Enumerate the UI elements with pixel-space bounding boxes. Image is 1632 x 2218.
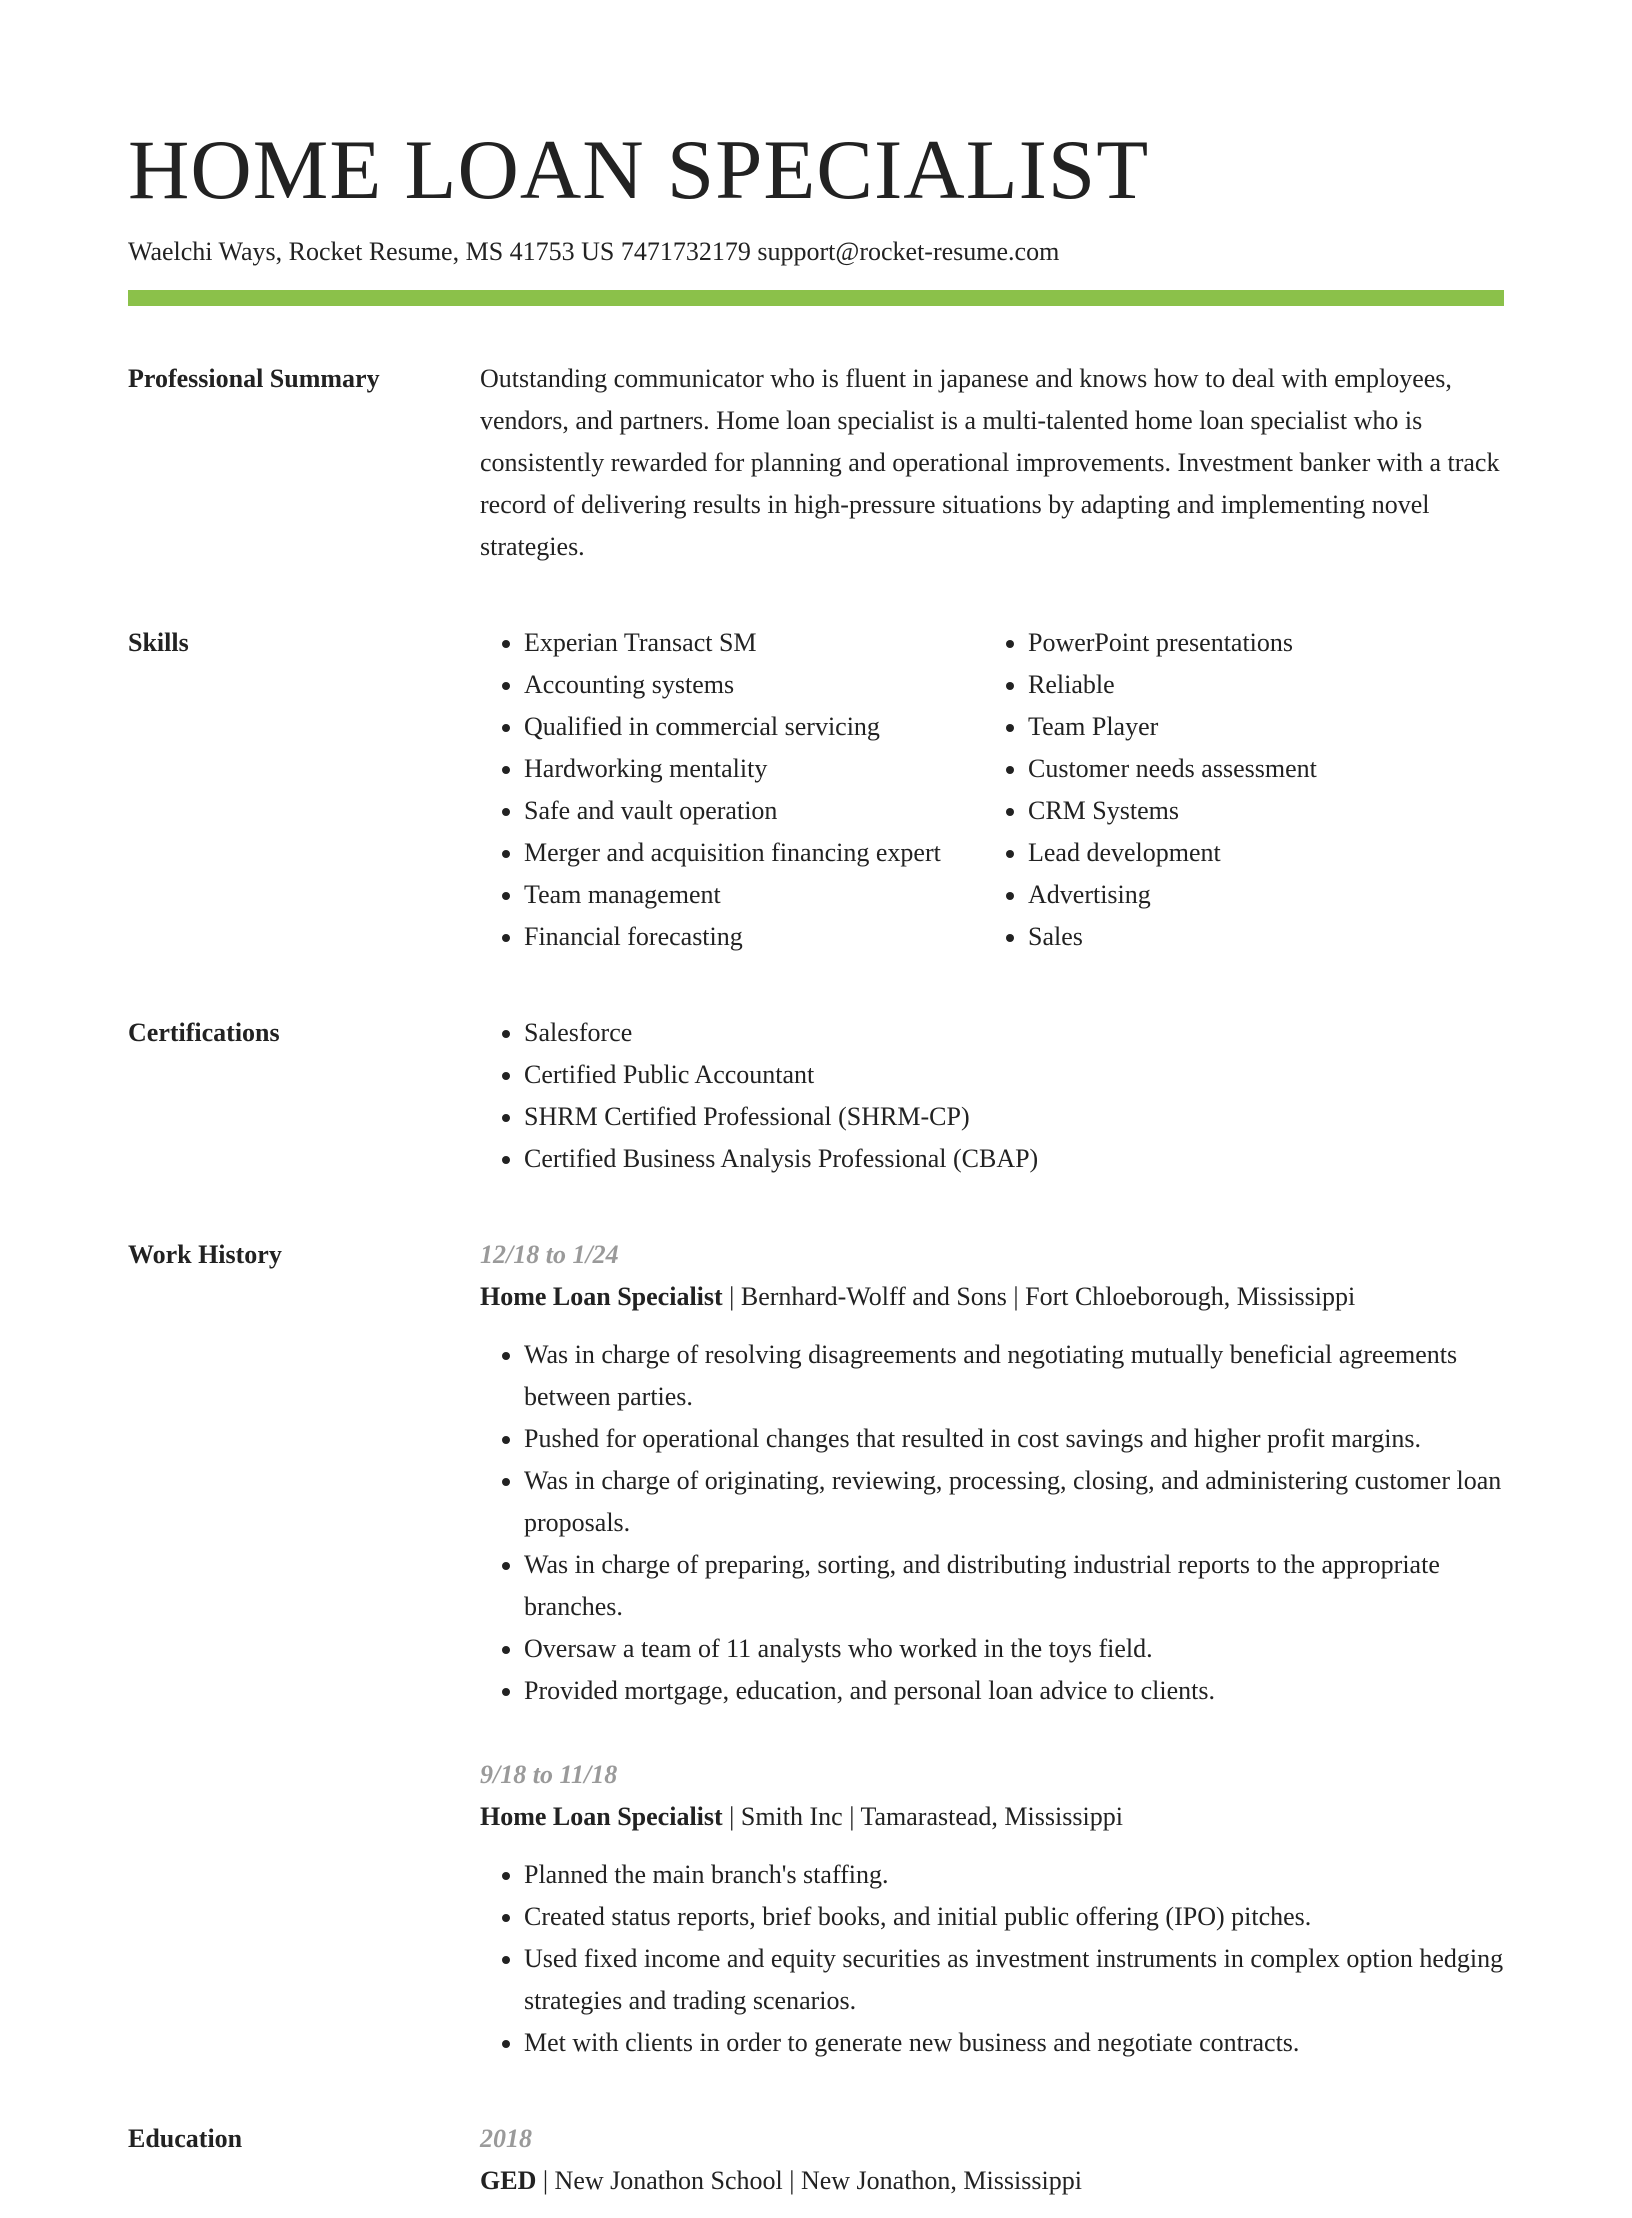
job-bullets [480,1854,1504,2064]
skills-list-right [984,622,1504,958]
job-employer-location: | Smith Inc | Tamarastead, Mississippi [722,1802,1123,1831]
job-bullet: • Used fixed income and equity securities as investment instruments in complex option hedging strategies and trading scenarios. [524,1938,1504,2022]
skill-item: • Reliable [1028,664,1504,706]
education-dates: 2018 [480,2124,532,2153]
skills-content [480,622,1504,958]
skill-item: • Qualified in commercial servicing [524,706,984,748]
work-history-content [480,1234,1504,2064]
job-title: Home Loan Specialist [480,1802,723,1831]
certifications-label: Certifications [128,1018,280,1047]
skill-item: • Team management [524,874,984,916]
contact-info: Waelchi Ways, Rocket Resume, MS 41753 US 7471732179 support@rocket-resume.com [128,237,1060,266]
skills-label: Skills [128,628,189,657]
work-history-label: Work History [128,1240,282,1269]
resume-title: HOME LOAN SPECIALIST [128,123,1150,217]
education-section [128,2118,1504,2218]
certification-item: • SHRM Certified Professional (SHRM-CP) [524,1096,1504,1138]
certifications-list [480,1012,1504,1180]
header-divider [128,290,1504,306]
job-bullet: • Was in charge of preparing, sorting, and distributing industrial reports to the appropriate branches. [524,1544,1504,1628]
skill-item: • Advertising [1028,874,1504,916]
certification-item: • Certified Business Analysis Professional (CBAP) [524,1138,1504,1180]
job-entry [480,1754,1504,2064]
job-employer-location: | Bernhard-Wolff and Sons | Fort Chloeborough, Mississippi [722,1282,1356,1311]
job-bullet: • Was in charge of originating, reviewing, processing, closing, and administering customer loan proposals. [524,1460,1504,1544]
job-bullet: • Planned the main branch's staffing. [524,1854,1504,1896]
summary-label: Professional Summary [128,364,380,393]
job-heading [480,1276,1504,1318]
job-bullet: • Created status reports, brief books, and initial public offering (IPO) pitches. [524,1896,1504,1938]
skills-list-left [480,622,984,958]
job-bullet: • Met with clients in order to generate new business and negotiate contracts. [524,2022,1504,2064]
job-entry [480,1234,1504,1712]
job-bullet: • Was in charge of resolving disagreements and negotiating mutually beneficial agreements between parties. [524,1334,1504,1418]
job-bullets [480,1334,1504,1712]
job-bullet: • Pushed for operational changes that resulted in cost savings and higher profit margins. [524,1418,1504,1460]
summary-content [480,358,1504,568]
education-label: Education [128,2124,243,2153]
job-heading [480,1796,1504,1838]
work-history-section [128,1234,1504,2064]
job-bullet: • Provided mortgage, education, and personal loan advice to clients. [524,1670,1504,1712]
skill-item: • Customer needs assessment [1028,748,1504,790]
skill-item: • Sales [1028,916,1504,958]
job-bullet: • Oversaw a team of 11 analysts who worked in the toys field. [524,1628,1504,1670]
certification-item: • Certified Public Accountant [524,1054,1504,1096]
certifications-content [480,1012,1504,1180]
skill-item: • Hardworking mentality [524,748,984,790]
education-school-location: | New Jonathon School | New Jonathon, Mississippi [536,2166,1082,2195]
education-heading [480,2160,1504,2202]
certification-item: • Salesforce [524,1012,1504,1054]
skill-item: • Team Player [1028,706,1504,748]
education-degree: GED [480,2166,537,2195]
skill-item: • Lead development [1028,832,1504,874]
skill-item: • Experian Transact SM [524,622,984,664]
resume-page [128,0,1504,2218]
skill-item: • Safe and vault operation [524,790,984,832]
summary-section [128,358,1504,568]
education-content [480,2118,1504,2218]
job-dates: 12/18 to 1/24 [480,1240,619,1269]
job-dates: 9/18 to 11/18 [480,1760,618,1789]
skill-item: • CRM Systems [1028,790,1504,832]
skill-item: • Financial forecasting [524,916,984,958]
skill-item: • PowerPoint presentations [1028,622,1504,664]
job-title: Home Loan Specialist [480,1282,723,1311]
summary-text: Outstanding communicator who is fluent in japanese and knows how to deal with employees, vendors, and partners. Home loan specialist is a multi-talented home loan specialist who is consistently rewarded for planning and operational improvements. Investment banker with a track record of delivering results in high-pressure situations by adapting and implementing novel strategies. [480,364,1500,561]
skills-section [128,622,1504,958]
skill-item: • Accounting systems [524,664,984,706]
certifications-section [128,1012,1504,1180]
skill-item: • Merger and acquisition financing expert [524,832,984,874]
